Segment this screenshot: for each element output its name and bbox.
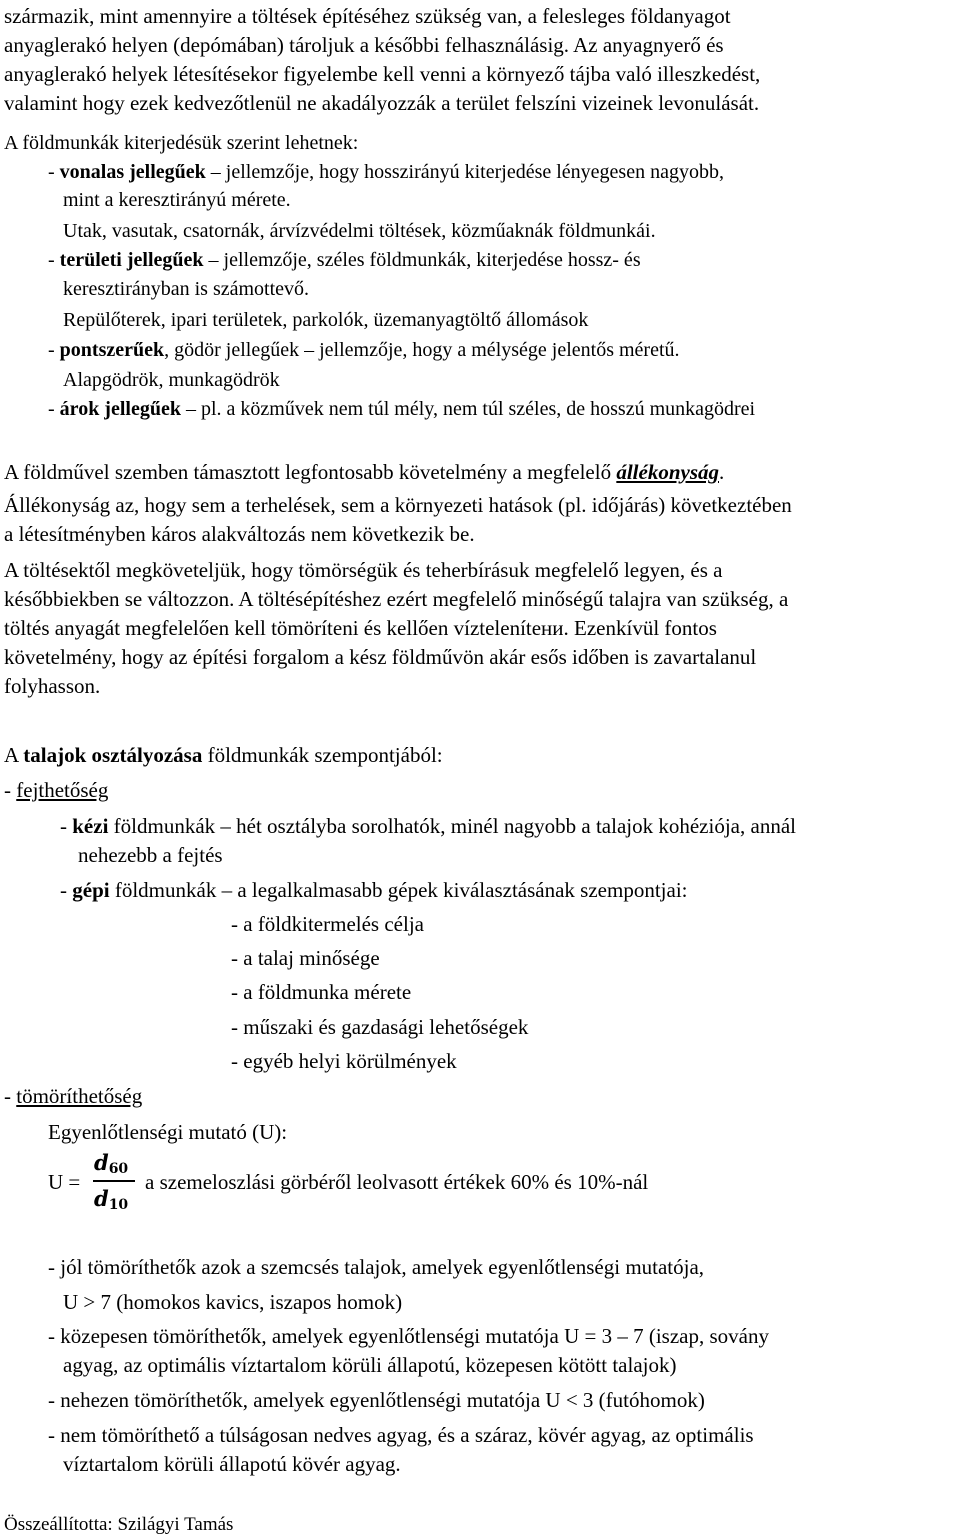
stability-p3-line-2: későbbiekben se változzon. A töltésépítéshez ezért megfelelő minőségű talajra van szükség, a [4, 587, 789, 611]
intro-line-4: valamint hogy ezek kedvezőtlenül ne akadályozzák a terület felszíni vizeinek levonulását. [4, 91, 760, 115]
extent-point-examples: Alapgödrök, munkagödrök [63, 369, 280, 391]
trench-desc: – pl. a közművek nem túl mély, nem túl széles, de hosszú munkagödrei [180, 398, 756, 420]
extent-area-desc-2: keresztirányban is számottevő. [63, 278, 310, 300]
bullet-dash: - [48, 249, 60, 271]
term-point: pontszerűek [59, 339, 165, 361]
machine-desc: földmunkák – a legalkalmasabb gépek kiválasztásának szempontjai: [109, 878, 688, 902]
stability-p2-line-1: Állékonyság az, hogy sem a terhelések, sem a környezeti hatások (pl. időjárás) következtében [4, 493, 792, 517]
manual-line-2: nehezebb a fejtés [78, 843, 223, 867]
stability-p3-line-4: követelmény, hogy az építési forgalom a kész földművön akár esős időben is zavartalanul [4, 645, 757, 669]
bullet-dash: - [48, 161, 60, 183]
extent-linear-examples: Utak, vasutak, csatornák, árvízvédelmi töltések, közműaknák földmunkái. [63, 220, 656, 242]
bullet-dash: - [4, 778, 17, 802]
bullet-dash: - [48, 339, 60, 361]
compact-item-4-line-2: víztartalom körüli állapotú kövér agyag. [63, 1452, 401, 1476]
criteria-item: - a földmunka mérete [231, 980, 412, 1004]
criteria-item: - műszaki és gazdasági lehetőségek [231, 1015, 529, 1039]
term-stability: állékonyság [616, 460, 719, 484]
compact-item-3-line-1: - nehezen tömöríthetők, amelyek egyenlőtlenségi mutatója U < 3 (futóhomok) [48, 1388, 705, 1412]
classification-heading [4, 741, 443, 770]
compactability-title: tömöríthetőség [16, 1084, 143, 1108]
d-symbol: d [94, 1150, 109, 1175]
extent-heading: A földmunkák kiterjedésük szerint lehetnek: [4, 132, 359, 154]
criteria-item: - a földkitermelés célja [231, 912, 424, 936]
compactability-title-line [4, 1082, 142, 1111]
compact-item-1-line-1: - jól tömöríthetők azok a szemcsés talajok, amelyek egyenlőtlenségi mutatója, [48, 1255, 705, 1279]
footer-author: Összeállította: Szilágyi Tamás [4, 1514, 234, 1535]
extent-point-line [48, 336, 680, 365]
term-classification: talajok osztályozása [23, 743, 203, 767]
formula-numerator [94, 1150, 128, 1182]
bullet-dash: - [60, 878, 73, 902]
subscript-60: 60 [108, 1161, 129, 1177]
criteria-item: - a talaj minősége [231, 946, 380, 970]
stability-text: A földművel szemben támasztott legfontosabb követelmény a megfelelő [4, 460, 617, 484]
criteria-item: - egyéb helyi körülmények [231, 1049, 457, 1073]
d-symbol: d [94, 1186, 109, 1211]
term-linear: vonalas jellegűek [59, 161, 206, 183]
heading-pre: A [4, 743, 24, 767]
stability-p3-line-1: A töltésektől megköveteljük, hogy tömörségük és teherbírásuk megfelelő legyen, és a [4, 558, 723, 582]
stability-line-1 [4, 458, 724, 487]
term-machine: gépi [72, 878, 110, 902]
bullet-dash: - [4, 1084, 17, 1108]
excavability-title: fejthetőség [16, 778, 109, 802]
coefficient-label: Egyenlőtlenségi mutató (U): [48, 1120, 288, 1144]
manual-line-1 [60, 812, 796, 841]
stability-p3-line-5: folyhasson. [4, 674, 101, 698]
term-trench: árok jellegűek [59, 398, 181, 420]
manual-desc: földmunkák – hét osztályba sorolhatók, minél nagyobb a talajok kohéziója, annál [108, 814, 796, 838]
intro-line-3: anyaglerakó helyek létesítésekor figyelembe kell venni a környező tájba való illeszkedést, [4, 62, 761, 86]
stability-p2-line-2: a létesítményben káros alakváltozás nem következik be. [4, 522, 475, 546]
formula-lhs: U = [48, 1170, 81, 1194]
extent-area-examples: Repülőterek, ipari területek, parkolók, üzemanyagtöltő állomások [63, 309, 589, 331]
machine-line [60, 876, 687, 905]
formula-description: a szemeloszlási görbéről leolvasott értékek 60% és 10%-nál [145, 1170, 649, 1194]
intro-line-1: származik, mint amennyire a töltések építéséhez szükség van, a felesleges földanyagot [4, 4, 731, 28]
extent-area-line [48, 246, 641, 275]
extent-trench-line [48, 395, 755, 424]
compact-item-2-line-2: agyag, az optimális víztartalom körüli állapotú, közepesen kötött talajok) [63, 1353, 677, 1377]
bullet-dash: - [60, 814, 73, 838]
compact-item-1-line-2: U > 7 (homokos kavics, iszapos homok) [63, 1290, 403, 1314]
excavability-title-line [4, 776, 108, 805]
extent-linear-line [48, 158, 724, 187]
intro-line-2: anyaglerakó helyen (depómában) tároljuk a későbbi felhasználásig. Az anyagnyerő és [4, 33, 724, 57]
extent-linear-desc-2: mint a keresztirányú mérete. [63, 189, 291, 211]
fraction-bar [93, 1180, 135, 1182]
area-desc: – jellemzője, széles földmunkák, kiterjedése hossz- és [203, 249, 641, 271]
term-area: területi jellegűek [59, 249, 204, 271]
linear-desc: – jellemzője, hogy hosszirányú kiterjedése lényegesen nagyobb, [205, 161, 724, 183]
subscript-10: 10 [108, 1197, 129, 1213]
compact-item-2-line-1: - közepesen tömöríthetők, amelyek egyenlőtlenségi mutatója U = 3 – 7 (iszap, sovány [48, 1324, 769, 1348]
formula-denominator [94, 1186, 128, 1218]
period: . [719, 460, 725, 484]
point-desc: , gödör jellegűek – jellemzője, hogy a mélysége jelentős méretű. [164, 339, 680, 361]
stability-p3-line-3: töltés anyagát megfelelően kell tömöríteni és kellően víztelenítени. Ezenkívül fontos [4, 616, 717, 640]
bullet-dash: - [48, 398, 60, 420]
heading-post: földmunkák szempontjából: [202, 743, 443, 767]
compact-item-4-line-1: - nem tömöríthető a túlságosan nedves agyag, és a száraz, kövér agyag, az optimális [48, 1423, 754, 1447]
term-manual: kézi [72, 814, 109, 838]
